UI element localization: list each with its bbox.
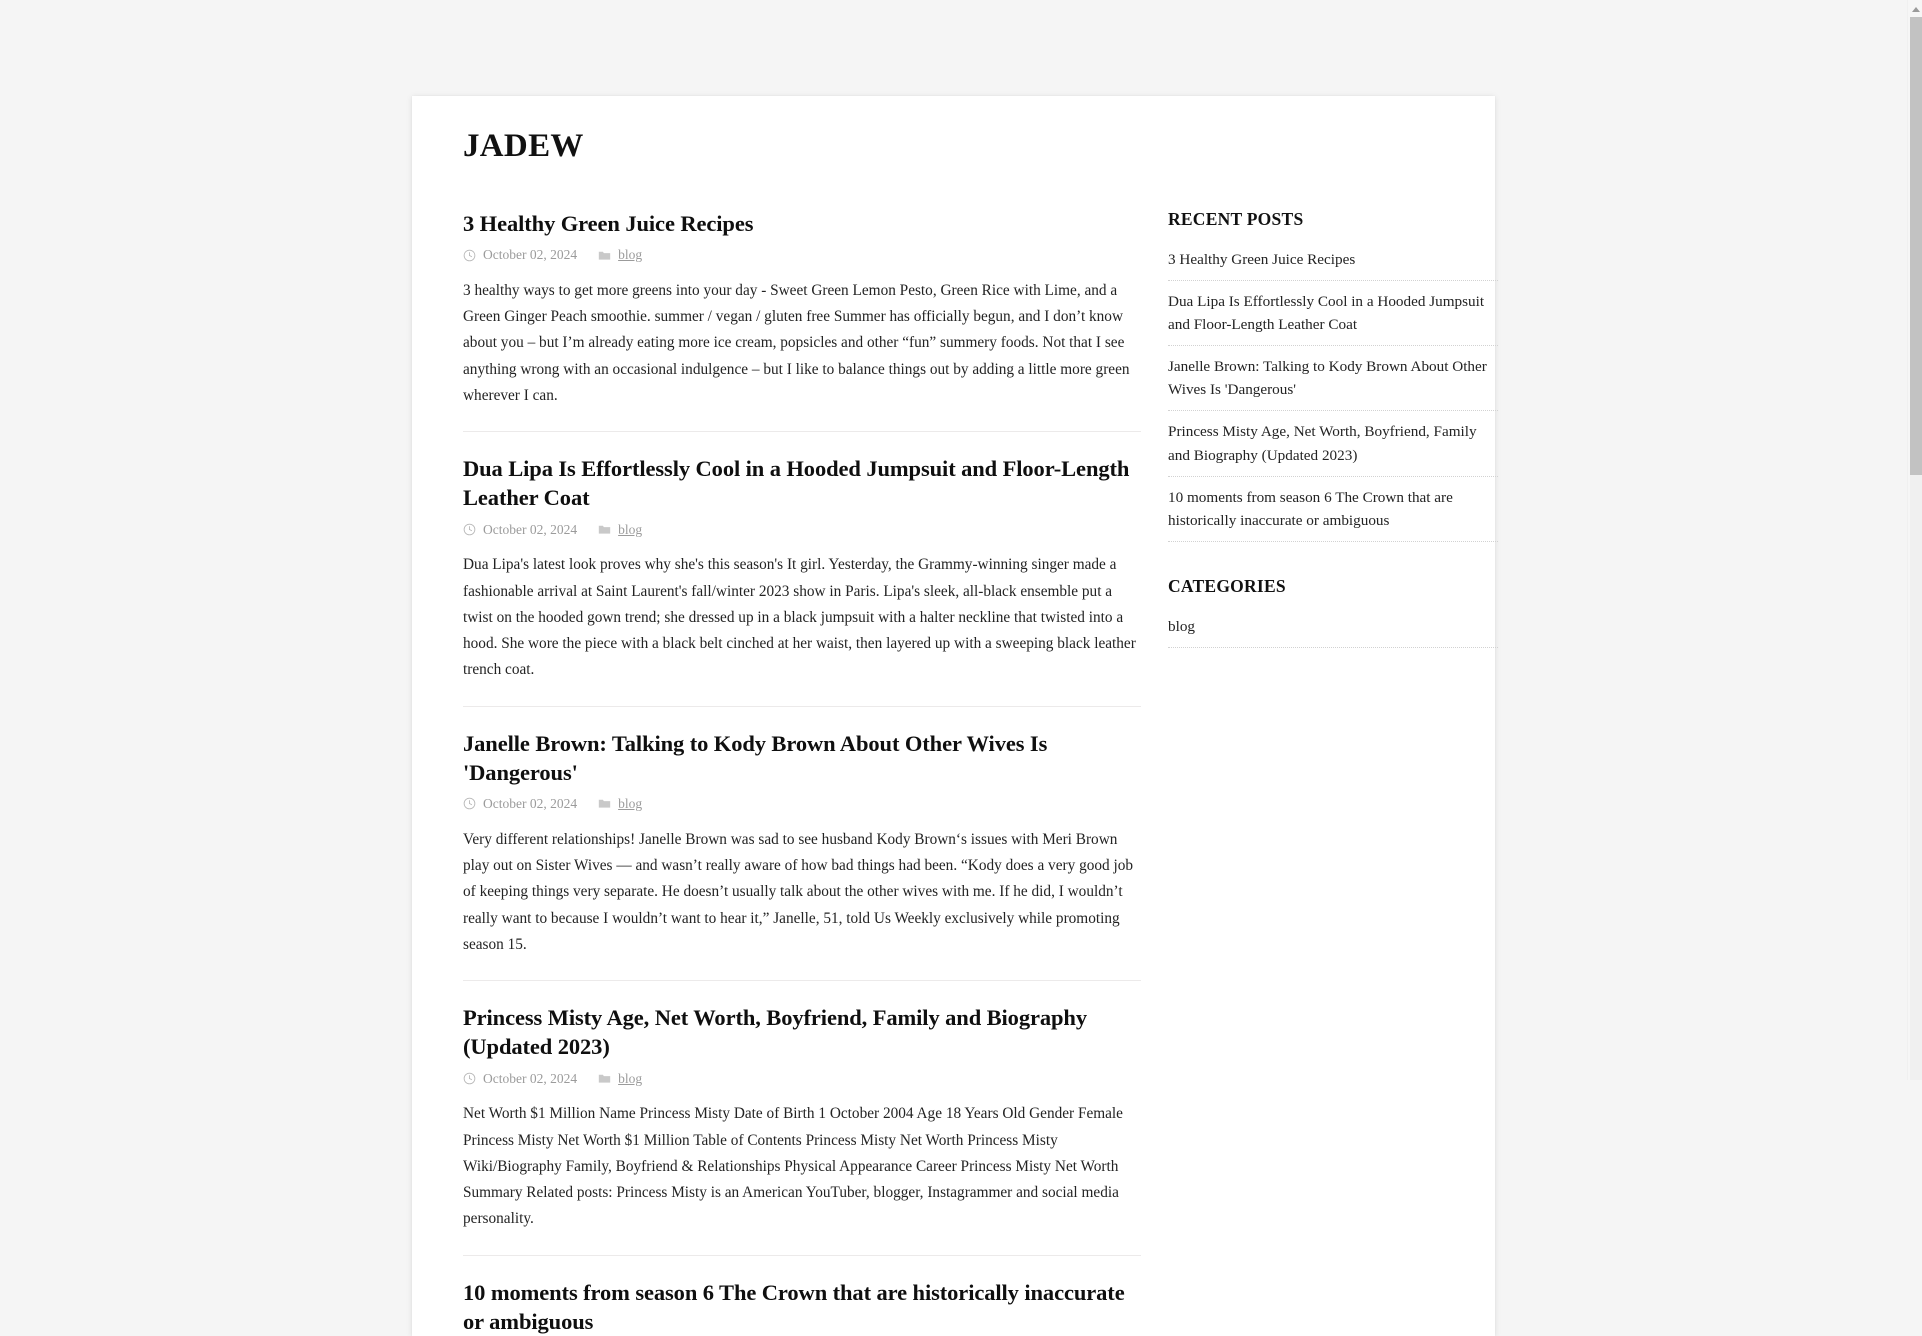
- list-item: [1168, 355, 1498, 411]
- list-item: [1168, 615, 1498, 648]
- clock-icon: [463, 523, 476, 536]
- post-category-group: [598, 797, 642, 811]
- list-item: [1168, 248, 1498, 281]
- post-excerpt: 3 healthy ways to get more greens into your day - Sweet Green Lemon Pesto, Green Rice with Lime, and a Green Ginger Peach smoothie. summer / vegan / gluten free Summer has officially begun, and I don’t know about you – but I’m already eating more ice cream, popsicles and other “fun” summery foods. Not that I see anything wrong with an occasional indulgence – but I like to balance things out by adding a little more green wherever I can.: [463, 281, 1130, 404]
- site-header: [438, 96, 1469, 209]
- list-item: [1168, 420, 1498, 476]
- site-content-card: [412, 96, 1495, 1336]
- post-date: October 02, 2024: [483, 247, 578, 263]
- post-date-group: [463, 523, 577, 537]
- site-title[interactable]: JADEW: [463, 128, 584, 164]
- post-category-group: [598, 248, 642, 262]
- post-item: [463, 729, 1141, 981]
- folder-icon: [598, 797, 611, 810]
- recent-post-link[interactable]: 3 Healthy Green Juice Recipes: [1168, 251, 1356, 268]
- widget-title-categories: CATEGORIES: [1168, 575, 1286, 596]
- post-date-group: [463, 248, 577, 262]
- recent-post-link[interactable]: Princess Misty Age, Net Worth, Boyfriend, Family and Biography (Updated 2023): [1168, 423, 1477, 464]
- scroll-up-arrow-icon[interactable]: [1908, 3, 1922, 15]
- categories-list: [1168, 615, 1498, 648]
- list-item: [1168, 486, 1498, 542]
- recent-posts-list: [1168, 248, 1498, 542]
- post-date: October 02, 2024: [483, 521, 578, 537]
- category-link[interactable]: blog: [1168, 617, 1196, 635]
- post-date: October 02, 2024: [483, 796, 578, 812]
- vertical-scrollbar[interactable]: [1907, 0, 1922, 1080]
- clock-icon: [463, 797, 476, 810]
- post-title[interactable]: Princess Misty Age, Net Worth, Boyfriend, Family and Biography (Updated 2023): [463, 1005, 1087, 1060]
- post-item: [463, 209, 1141, 432]
- post-date-group: [463, 797, 577, 811]
- sidebar: [1168, 209, 1498, 682]
- post-excerpt: Very different relationships! Janelle Brown was sad to see husband Kody Brown‘s issues with Meri Brown play out on Sister Wives — and wasn’t really aware of how bad things had been. “Kody does a very good job of keeping things very separate. He doesn’t usually talk about the other wives with me. If he did, I wouldn’t really want to because I wouldn’t want to hear it,” Janelle, 51, told Us Weekly exclusively while promoting season 15.: [463, 830, 1134, 953]
- recent-post-link[interactable]: Dua Lipa Is Effortlessly Cool in a Hooded Jumpsuit and Floor-Length Leather Coat: [1168, 293, 1485, 334]
- post-meta: [463, 523, 1141, 537]
- folder-icon: [598, 1072, 611, 1085]
- post-category-group: [598, 1072, 642, 1086]
- post-date-group: [463, 1072, 577, 1086]
- post-title[interactable]: Dua Lipa Is Effortlessly Cool in a Hooded Jumpsuit and Floor-Length Leather Coat: [463, 456, 1130, 511]
- post-list: [463, 209, 1141, 1336]
- clock-icon: [463, 1072, 476, 1085]
- post-category-link[interactable]: blog: [618, 521, 643, 537]
- post-item: [463, 1278, 1141, 1336]
- post-category-link[interactable]: blog: [618, 1070, 643, 1086]
- folder-icon: [598, 249, 611, 262]
- post-date: October 02, 2024: [483, 1070, 578, 1086]
- widget-recent-posts: [1168, 209, 1498, 542]
- post-excerpt: Net Worth $1 Million Name Princess Misty Date of Birth 1 October 2004 Age 18 Years Old Gender Female Princess Misty Net Worth $1 Million Table of Contents Princess Misty Net Worth Princess Misty Wiki/Biography Family, Boyfriend & Relationships Physical Appearance Career Princess Misty Net Worth Summary Related posts: Princess Misty is an American YouTuber, blogger, Instagrammer and social media personality.: [463, 1105, 1123, 1228]
- post-meta: [463, 248, 1141, 262]
- recent-post-link[interactable]: Janelle Brown: Talking to Kody Brown About Other Wives Is 'Dangerous': [1168, 358, 1487, 399]
- post-meta: [463, 1072, 1141, 1086]
- post-title[interactable]: 10 moments from season 6 The Crown that are historically inaccurate or ambiguous: [463, 1279, 1125, 1334]
- folder-icon: [598, 523, 611, 536]
- post-title[interactable]: 3 Healthy Green Juice Recipes: [463, 211, 754, 236]
- post-category-link[interactable]: blog: [618, 247, 643, 263]
- post-title[interactable]: Janelle Brown: Talking to Kody Brown About Other Wives Is 'Dangerous': [463, 730, 1048, 785]
- recent-post-link[interactable]: 10 moments from season 6 The Crown that are historically inaccurate or ambiguous: [1168, 488, 1453, 529]
- post-excerpt: Dua Lipa's latest look proves why she's this season's It girl. Yesterday, the Grammy-winning singer made a fashionable arrival at Saint Laurent's fall/winter 2023 show in Paris. Lipa's sleek, all-black ensemble put a twist on the hooded gown trend; she dressed up in a black jumpsuit with a halter neckline that twisted into a hood. She wore the piece with a black belt cinched at her waist, then layered up with a sweeping black leather trench coat.: [463, 556, 1136, 679]
- post-meta: [463, 797, 1141, 811]
- post-category-link[interactable]: blog: [618, 796, 643, 812]
- page-layout: [438, 209, 1487, 1336]
- post-item: [463, 454, 1141, 706]
- widget-categories: [1168, 576, 1498, 648]
- scrollbar-thumb[interactable]: [1910, 17, 1922, 475]
- widget-title-recent-posts: RECENT POSTS: [1168, 209, 1304, 229]
- clock-icon: [463, 249, 476, 262]
- post-category-group: [598, 523, 642, 537]
- scrollbar-track[interactable]: [1910, 475, 1922, 1080]
- list-item: [1168, 290, 1498, 346]
- post-item: [463, 1003, 1141, 1255]
